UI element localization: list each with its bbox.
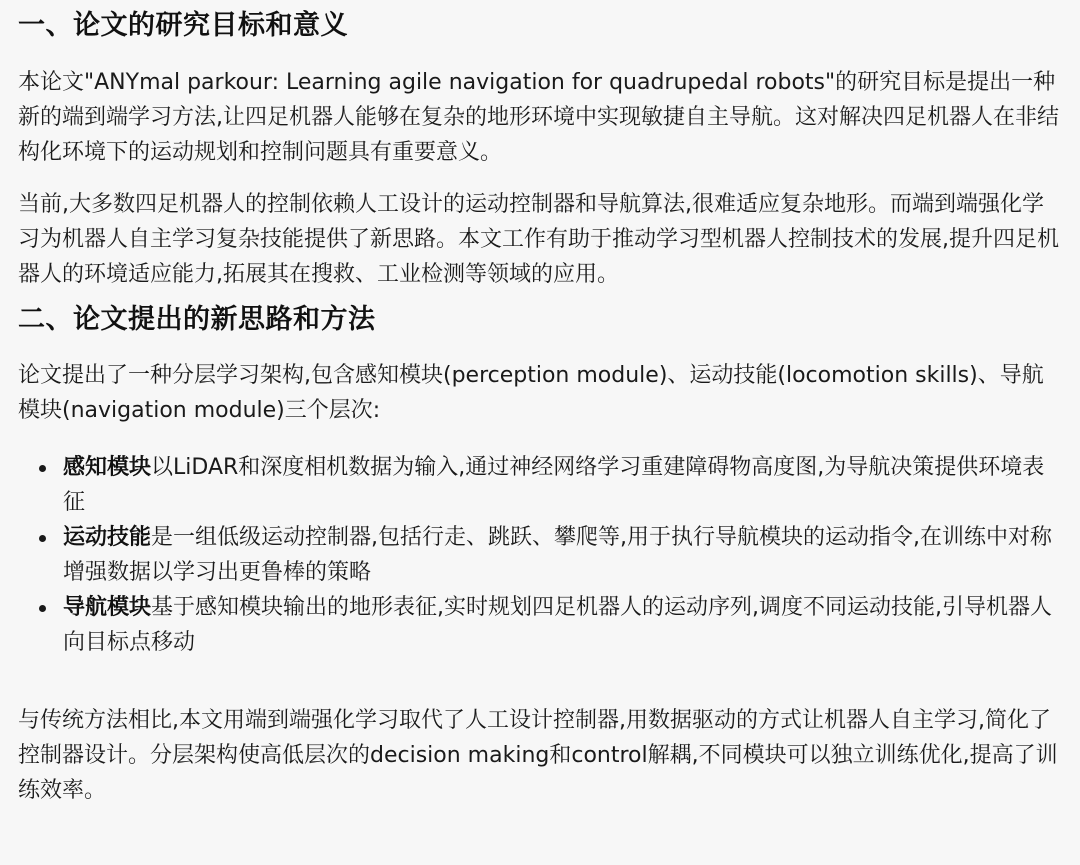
list-item-term: 感知模块 xyxy=(63,455,152,480)
list-item-term: 运动技能 xyxy=(63,525,152,550)
list-item xyxy=(63,450,1062,520)
bullet-icon xyxy=(39,465,46,472)
list-item-text: 基于感知模块输出的地形表征,实时规划四足机器人的运动序列,调度不同运动技能,引导机器人向目标点移动 xyxy=(63,595,1052,655)
bullet-icon xyxy=(39,535,46,542)
section-1-paragraph-1: 本论文"ANYmal parkour: Learning agile navigation for quadrupedal robots"的研究目标是提出一种新的端到端学习方法,让四足机器人能够在复杂的地形环境中实现敏捷自主导航。这对解决四足机器人在非结构化环境下的运动规划和控制问题具有重要意义。 xyxy=(18,70,1059,165)
section-1-heading: 一、论文的研究目标和意义 xyxy=(18,10,348,41)
list-item xyxy=(63,590,1062,660)
list-item-text: 以LiDAR和深度相机数据为输入,通过神经网络学习重建障碍物高度图,为导航决策提供环境表征 xyxy=(63,455,1045,515)
section-1-paragraph-2: 当前,大多数四足机器人的控制依赖人工设计的运动控制器和导航算法,很难适应复杂地形。而端到端强化学习为机器人自主学习复杂技能提供了新思路。本文工作有助于推动学习型机器人控制技术的发展,提升四足机器人的环境适应能力,拓展其在搜救、工业检测等领域的应用。 xyxy=(18,192,1059,287)
section-2-heading: 二、论文提出的新思路和方法 xyxy=(18,304,376,335)
module-list xyxy=(18,450,1062,660)
list-item-term: 导航模块 xyxy=(63,595,152,620)
bullet-icon xyxy=(39,605,46,612)
list-item-text: 是一组低级运动控制器,包括行走、跳跃、攀爬等,用于执行导航模块的运动指令,在训练中对称增强数据以学习出更鲁棒的策略 xyxy=(63,525,1052,585)
list-item xyxy=(63,520,1062,590)
section-2-intro: 论文提出了一种分层学习架构,包含感知模块(perception module)、运动技能(locomotion skills)、导航模块(navigation module)三个层次: xyxy=(18,363,1044,423)
section-2-closing: 与传统方法相比,本文用端到端强化学习取代了人工设计控制器,用数据驱动的方式让机器人自主学习,简化了控制器设计。分层架构使高低层次的decision making和control解耦,不同模块可以独立训练优化,提高了训练效率。 xyxy=(18,708,1058,803)
